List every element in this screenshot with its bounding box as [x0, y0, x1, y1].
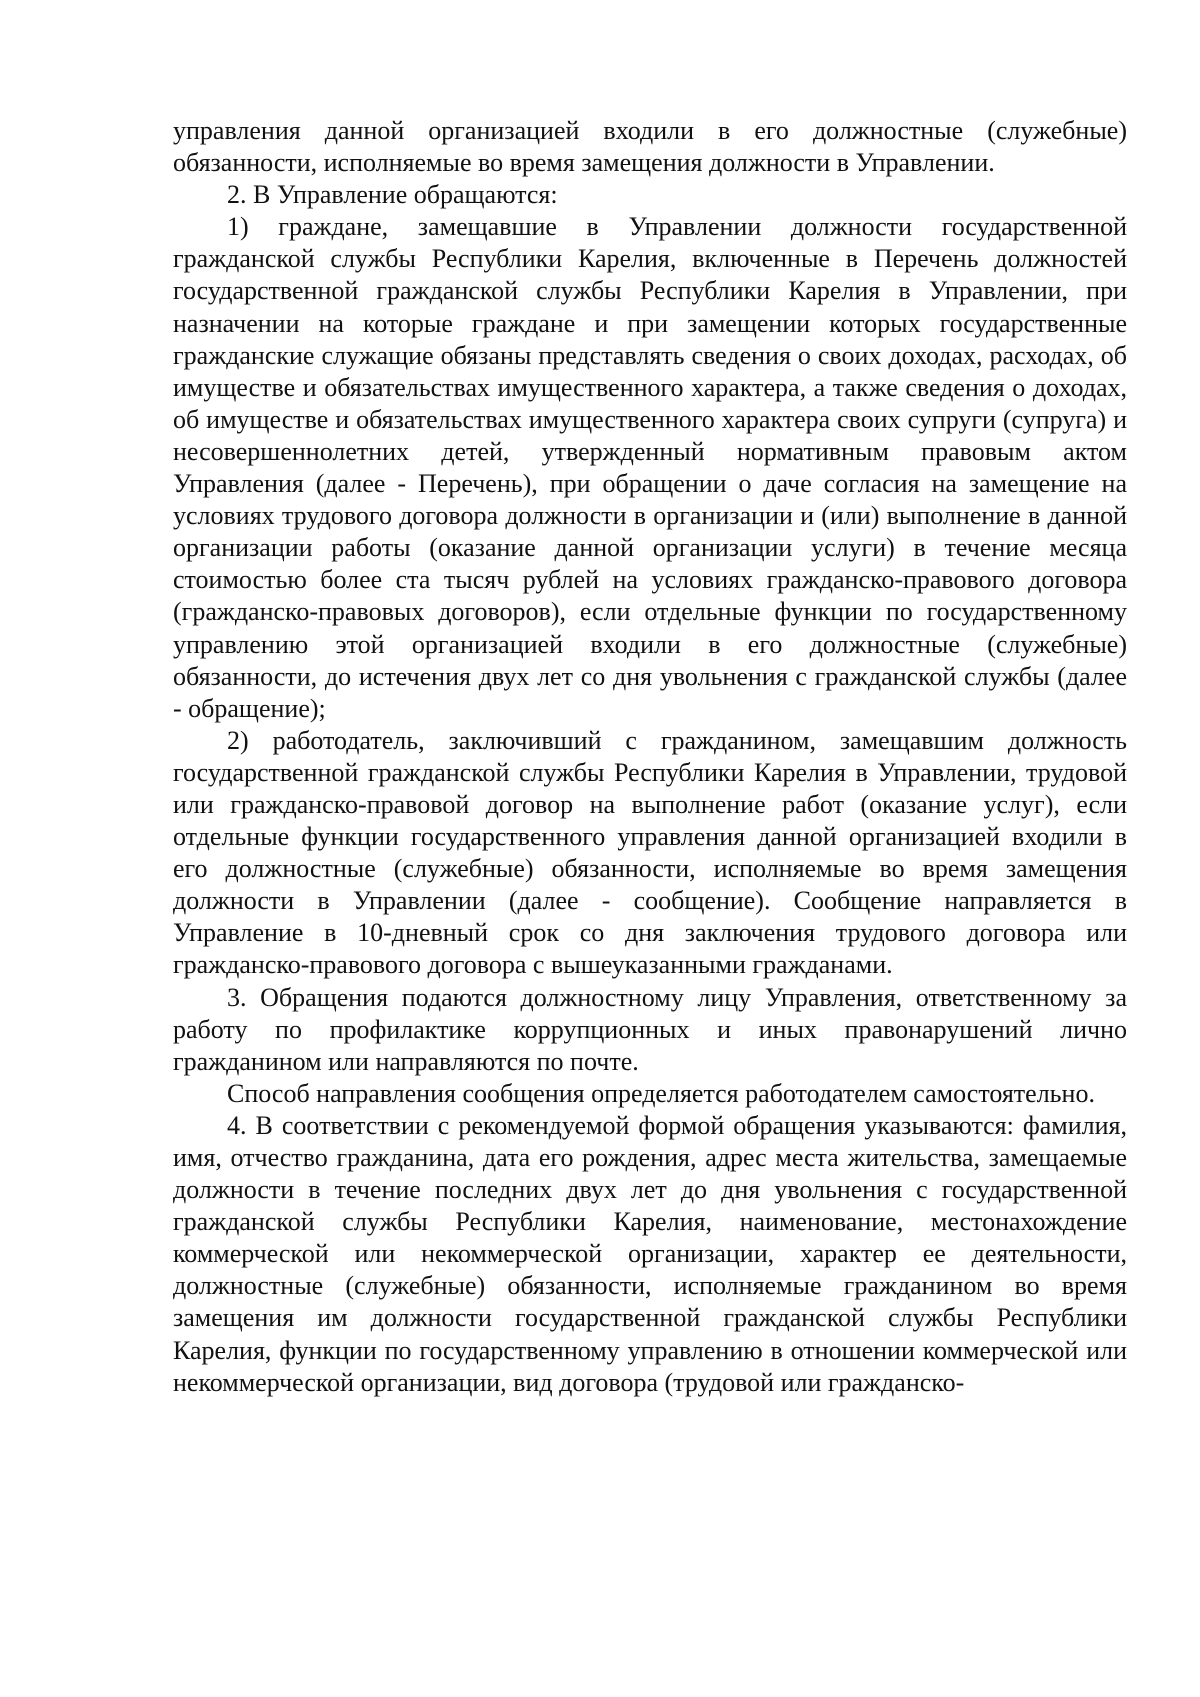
paragraph-item-3: 3. Обращения подаются должностному лицу Управления, ответственному за работу по профилактике коррупционных и иных правонарушений лично гражданином или направляются по почте. [173, 982, 1127, 1076]
paragraph-item-4: 4. В соответствии с рекомендуемой формой обращения указываются: фамилия, имя, отчество гражданина, дата его рождения, адрес места жительства, замещаемые должности в течение последних двух лет до дня увольнения с государственной гражданской службы Республики Карелия, наименование, местонахождение коммерческой или некоммерческой организации, характер ее деятельности, должностные (служебные) обязанности, исполняемые гражданином во время замещения им должности государственной гражданской службы Республики Карелия, функции по государственному управлению в отношении коммерческой или некоммерческой организации, вид договора (трудовой или гражданско- [173, 1110, 1127, 1397]
paragraph-subitem-2: 2) работодатель, заключивший с гражданином, замещавшим должность государственной гражданской службы Республики Карелия в Управлении, трудовой или гражданско-правовой договор на выполнение работ (оказание услуг), если отдельные функции государственного управления данной организацией входили в его должностные (служебные) обязанности, исполняемые во время замещения должности в Управлении (далее - сообщение). Сообщение направляется в Управление в 10-дневный срок со дня заключения трудового договора или гражданско-правового договора с вышеуказанными гражданами. [173, 725, 1127, 980]
paragraph-delivery-method: Способ направления сообщения определяется работодателем самостоятельно. [227, 1078, 1095, 1108]
paragraph-subitem-1: 1) граждане, замещавшие в Управлении должности государственной гражданской службы Республики Карелия, включенные в Перечень должностей государственной гражданской службы Республики Карелия в Управлении, при назначении на которые граждане и при замещении которых государственные гражданские служащие обязаны представлять сведения о своих доходах, расходах, об имуществе и обязательствах имущественного характера, а также сведения о доходах, об имуществе и обязательствах имущественного характера своих супруги (супруга) и несовершеннолетних детей, утвержденный нормативным правовым актом Управления (далее - Перечень), при обращении о даче согласия на замещение на условиях трудового договора должности в организации и (или) выполнение в данной организации работы (оказание данной организации услуги) в течение месяца стоимостью более ста тысяч рублей на условиях гражданско-правового договора (гражданско-правовых договоров), если отдельные функции по государственному управлению этой организацией входили в его должностные (служебные) обязанности, до истечения двух лет со дня увольнения с гражданской службы (далее - обращение); [173, 212, 1127, 723]
document-page [173, 115, 1127, 1399]
paragraph-continuation: управления данной организацией входили в его должностные (служебные) обязанности, исполняемые во время замещения должности в Управлении. [173, 116, 1127, 178]
paragraph-item-2: 2. В Управление обращаются: [227, 180, 558, 210]
